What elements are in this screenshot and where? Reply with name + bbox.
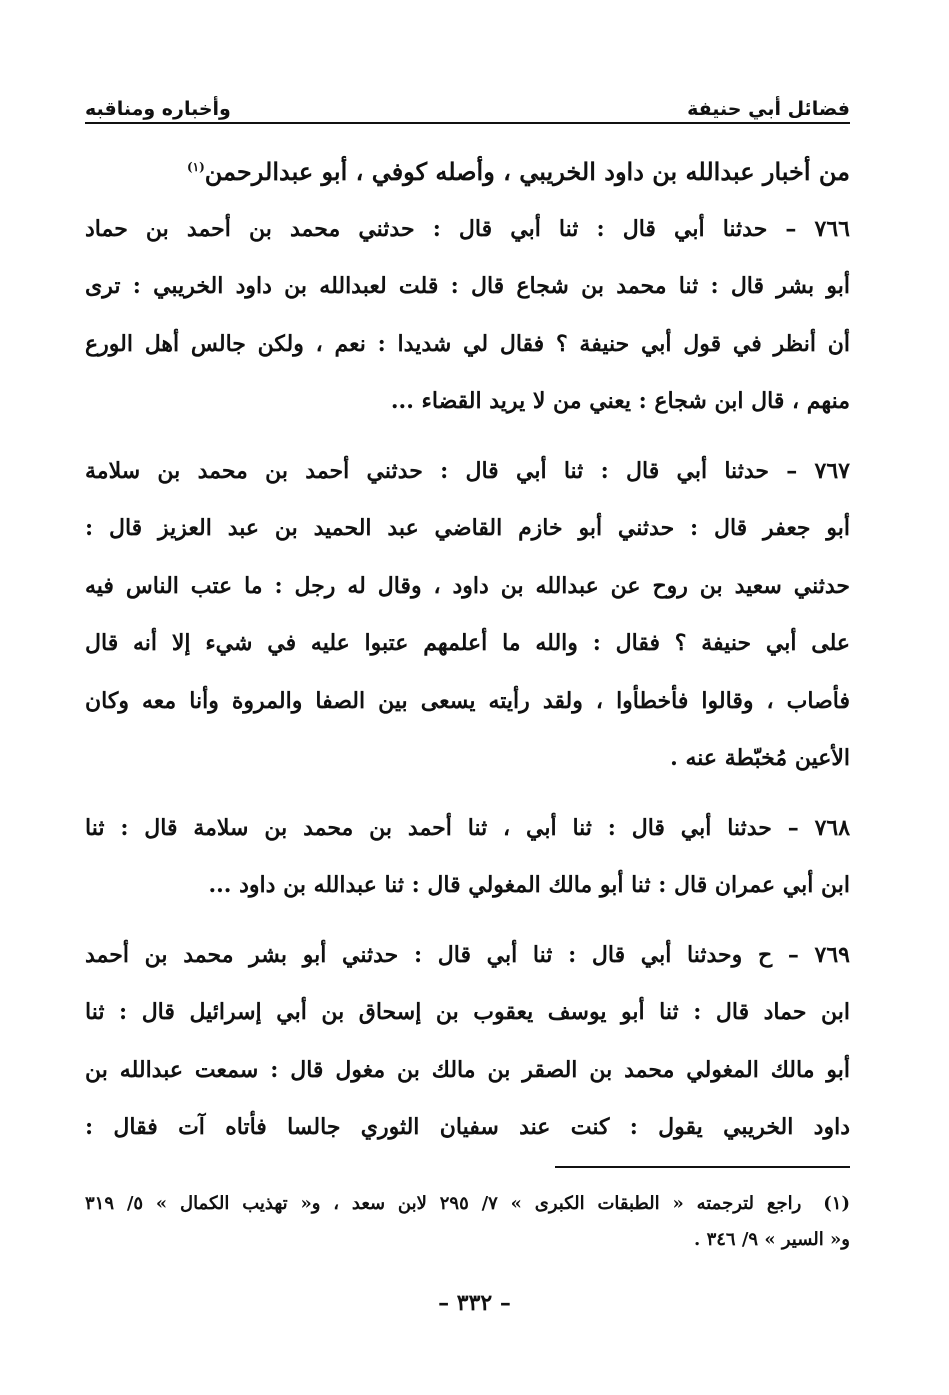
text-line: على أبي حنيفة ؟ فقال : والله ما أعلمهم عتبوا عليه في شيء إلا أنه قال: [85, 630, 850, 656]
text-line: حدثني سعيد بن روح عن عبدالله بن داود ، وقال له رجل : ما عتب الناس فيه: [85, 572, 850, 599]
paragraph-768: [85, 800, 850, 915]
footnote-line-2: و« السير » ٩/ ٣٤٦ .: [694, 1229, 850, 1250]
footnote-ref: (١): [186, 160, 205, 174]
paragraph-gap: [85, 915, 850, 927]
paragraph-766: [85, 201, 850, 431]
main-text: [85, 143, 850, 1157]
header-chapter-title: وأخباره ومناقبه: [85, 98, 231, 120]
paragraph-769: [85, 927, 850, 1157]
text-line: داود الخريبي يقول : كنت عند سفيان الثوري جالسا فأتاه آت فقال :: [85, 1114, 850, 1140]
footnote-divider: [555, 1166, 850, 1168]
text-line: أبو جعفر قال : حدثني أبو خازم القاضي عبد الحميد بن عبد العزيز قال :: [85, 515, 850, 541]
text-line: ٧٦٧ – حدثنا أبي قال : ثنا أبي قال : حدثني أحمد بن محمد بن سلامة: [85, 457, 850, 484]
text-line: ٧٦٦ – حدثنا أبي قال : ثنا أبي قال : حدثني محمد بن أحمد بن حماد: [85, 215, 850, 242]
text-line: الأعين مُخبّطة عنه .: [670, 745, 850, 771]
paragraph-gap: [85, 431, 850, 443]
footnote-text: راجع لترجمته « الطبقات الكبرى » ٧/ ٢٩٥ لابن سعد ، و« تهذيب الكمال » ٥/ ٣١٩: [85, 1193, 802, 1214]
text-line: أبو مالك المغولي محمد بن الصقر بن مالك بن مغول قال : سمعت عبدالله بن: [85, 1056, 850, 1083]
text-line: ابن أبي عمران قال : ثنا أبو مالك المغولي قال : ثنا عبدالله بن داود ...: [208, 872, 850, 898]
text-line: أبو بشر قال : ثنا محمد بن شجاع قال : قلت لعبدالله بن داود الخريبي : ترى: [85, 273, 850, 299]
text-line: ابن حماد قال : ثنا أبو يوسف يعقوب بن إسحاق بن أبي إسرائيل قال : ثنا: [85, 999, 850, 1025]
footnote-line: [85, 1186, 850, 1222]
running-header: [85, 82, 850, 120]
text-line: منهم ، قال ابن شجاع : يعني من لا يريد القضاء ...: [390, 388, 850, 414]
text-line: فأصاب ، وقالوا فأخطأوا ، ولقد رأيته يسعى بين الصفا والمروة وأنا معه وكان: [85, 687, 850, 714]
footnote-number: (١): [823, 1193, 850, 1214]
section-title-text: من أخبار عبدالله بن داود الخريبي ، وأصله كوفي ، أبو عبدالرحمن: [204, 157, 850, 186]
header-divider: [85, 122, 850, 124]
footnotes: [85, 1186, 850, 1258]
text-line: ٧٦٩ – ح وحدثنا أبي قال : ثنا أبي قال : حدثني أبو بشر محمد بن أحمد: [85, 941, 850, 968]
header-book-title: فضائل أبي حنيفة: [687, 98, 850, 120]
paragraph-gap: [85, 788, 850, 800]
section-title: [85, 143, 850, 201]
text-line: أن أنظر في قول أبي حنيفة ؟ فقال لي شديدا : نعم ، ولكن جالس أهل الورع: [85, 330, 850, 357]
page-number: – ٣٣٢ –: [438, 1290, 511, 1316]
paragraph-767: [85, 443, 850, 788]
text-line: ٧٦٨ – حدثنا أبي قال : ثنا أبي ، ثنا أحمد بن محمد بن سلامة قال : ثنا: [85, 814, 850, 841]
